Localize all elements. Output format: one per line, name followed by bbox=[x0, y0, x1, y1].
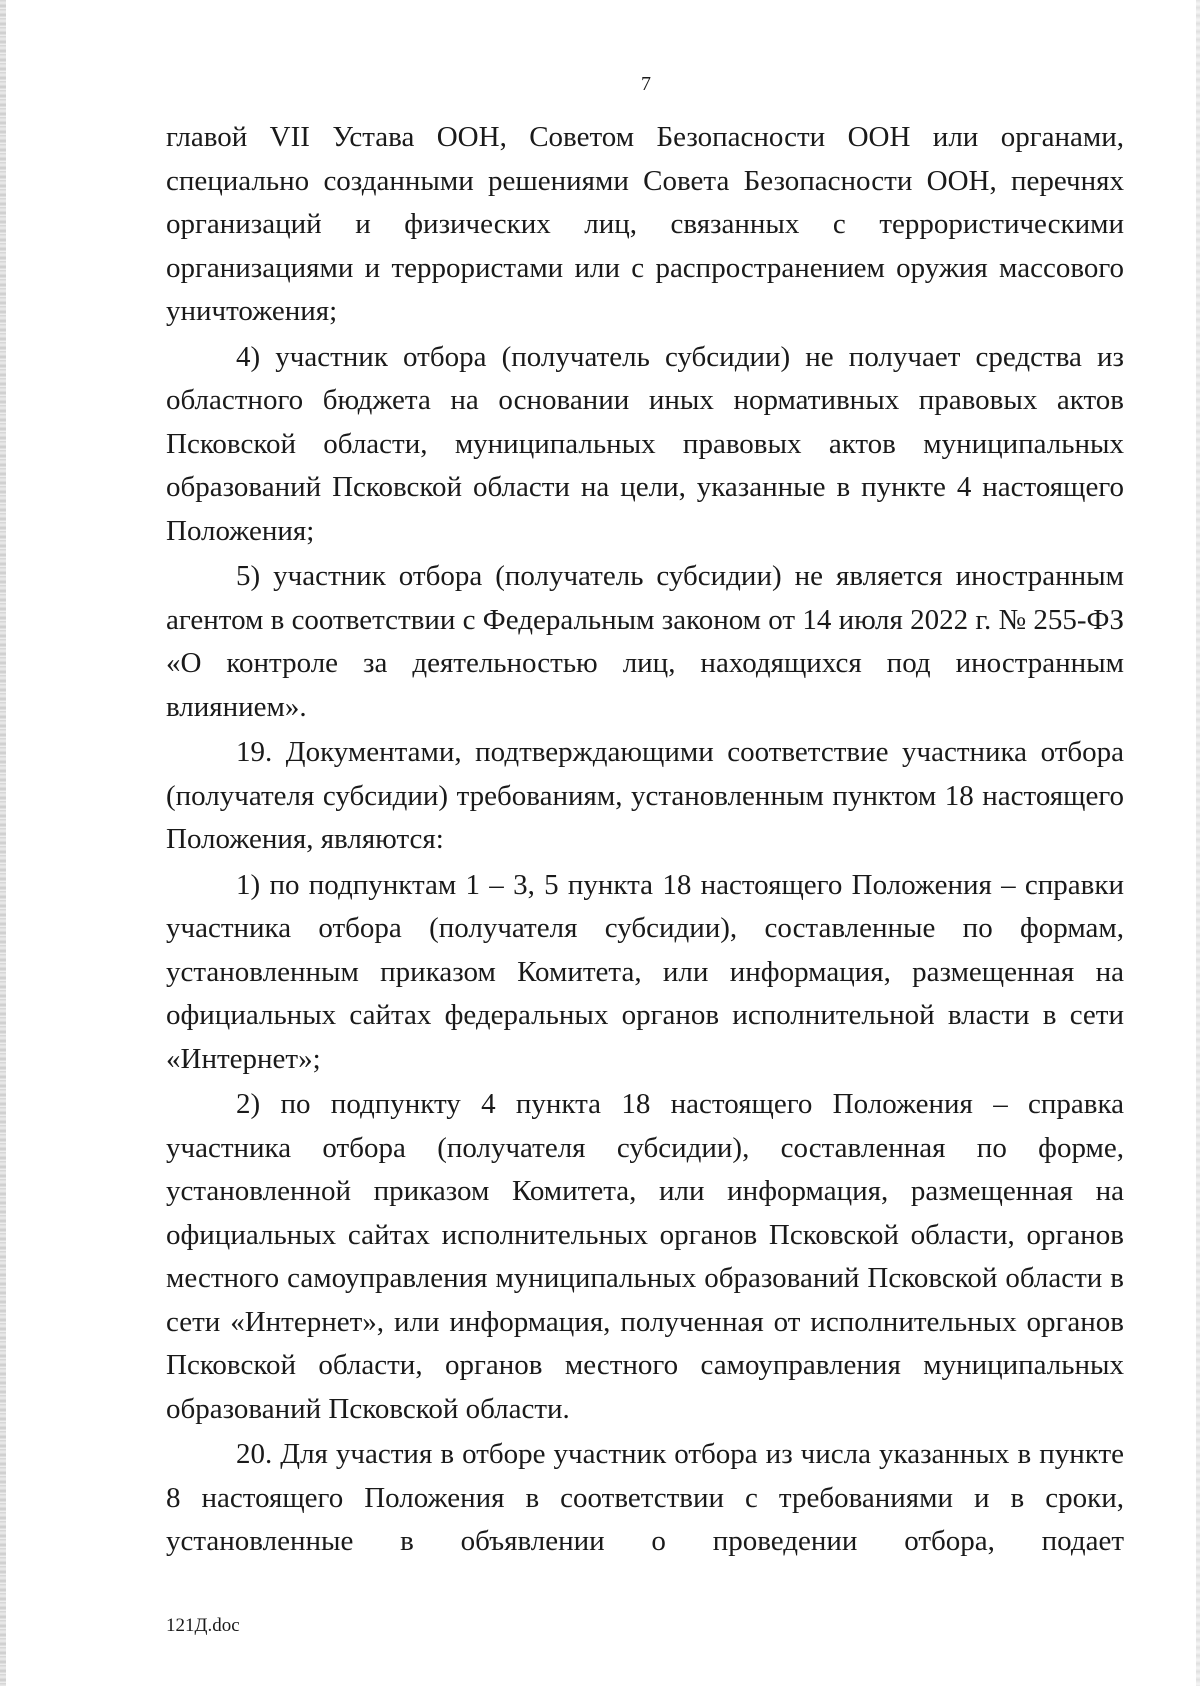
page-number: 7 bbox=[641, 73, 651, 95]
paragraph-item-4: 4) участник отбора (получатель субсидии) не получает средства из областного бюджета на основании иных нормативных правовых актов Псковской области, муниципальных правовых актов муниципальных образований Псковской области на цели, указанные в пункте 4 настоящего Положения; bbox=[166, 340, 1124, 547]
footer-filename: 121Д.doc bbox=[166, 1615, 240, 1636]
scan-edge-left bbox=[0, 0, 6, 1686]
paragraph-clause-20: 20. Для участия в отборе участник отбора из числа указанных в пункте 8 настоящего Положения в соответствии с требованиями и в сроки, установленные в объявлении о проведении отбора, подает bbox=[166, 1438, 1124, 1557]
paragraph-item-5: 5) участник отбора (получатель субсидии) не является иностранным агентом в соответствии с Федеральным законом от 14 июля 2022 г. № 255-ФЗ «О контроле за деятельностью лиц, находящихся под иностранным влиянием». bbox=[166, 560, 1124, 723]
paragraph-clause-19: 19. Документами, подтверждающими соответствие участника отбора (получателя субсидии) требованиям, установленным пунктом 18 настоящего Положения, являются: bbox=[166, 736, 1124, 855]
paragraph-clause-19-item-1: 1) по подпунктам 1 – 3, 5 пункта 18 настоящего Положения – справки участника отбора (получателя субсидии), составленные по формам, установленным приказом Комитета, или информация, размещенная на официальных сайтах федеральных органов исполнительной власти в сети «Интернет»; bbox=[166, 868, 1124, 1075]
document-body bbox=[166, 116, 1124, 1564]
paragraph-continuation: главой VII Устава ООН, Советом Безопасности ООН или органами, специально созданными решениями Совета Безопасности ООН, перечнях организаций и физических лиц, связанных с террористическими организациями и террористами или с распространением оружия массового уничтожения; bbox=[166, 121, 1124, 327]
paragraph-clause-19-item-2: 2) по подпункту 4 пункта 18 настоящего Положения – справка участника отбора (получателя субсидии), составленная по форме, установленной приказом Комитета, или информация, размещенная на официальных сайтах исполнительных органов Псковской области, органов местного самоуправления муниципальных образований Псковской области в сети «Интернет», или информация, полученная от исполнительных органов Псковской области, органов местного самоуправления муниципальных образований Псковской области. bbox=[166, 1088, 1124, 1425]
scan-edge-right bbox=[1196, 0, 1200, 1686]
